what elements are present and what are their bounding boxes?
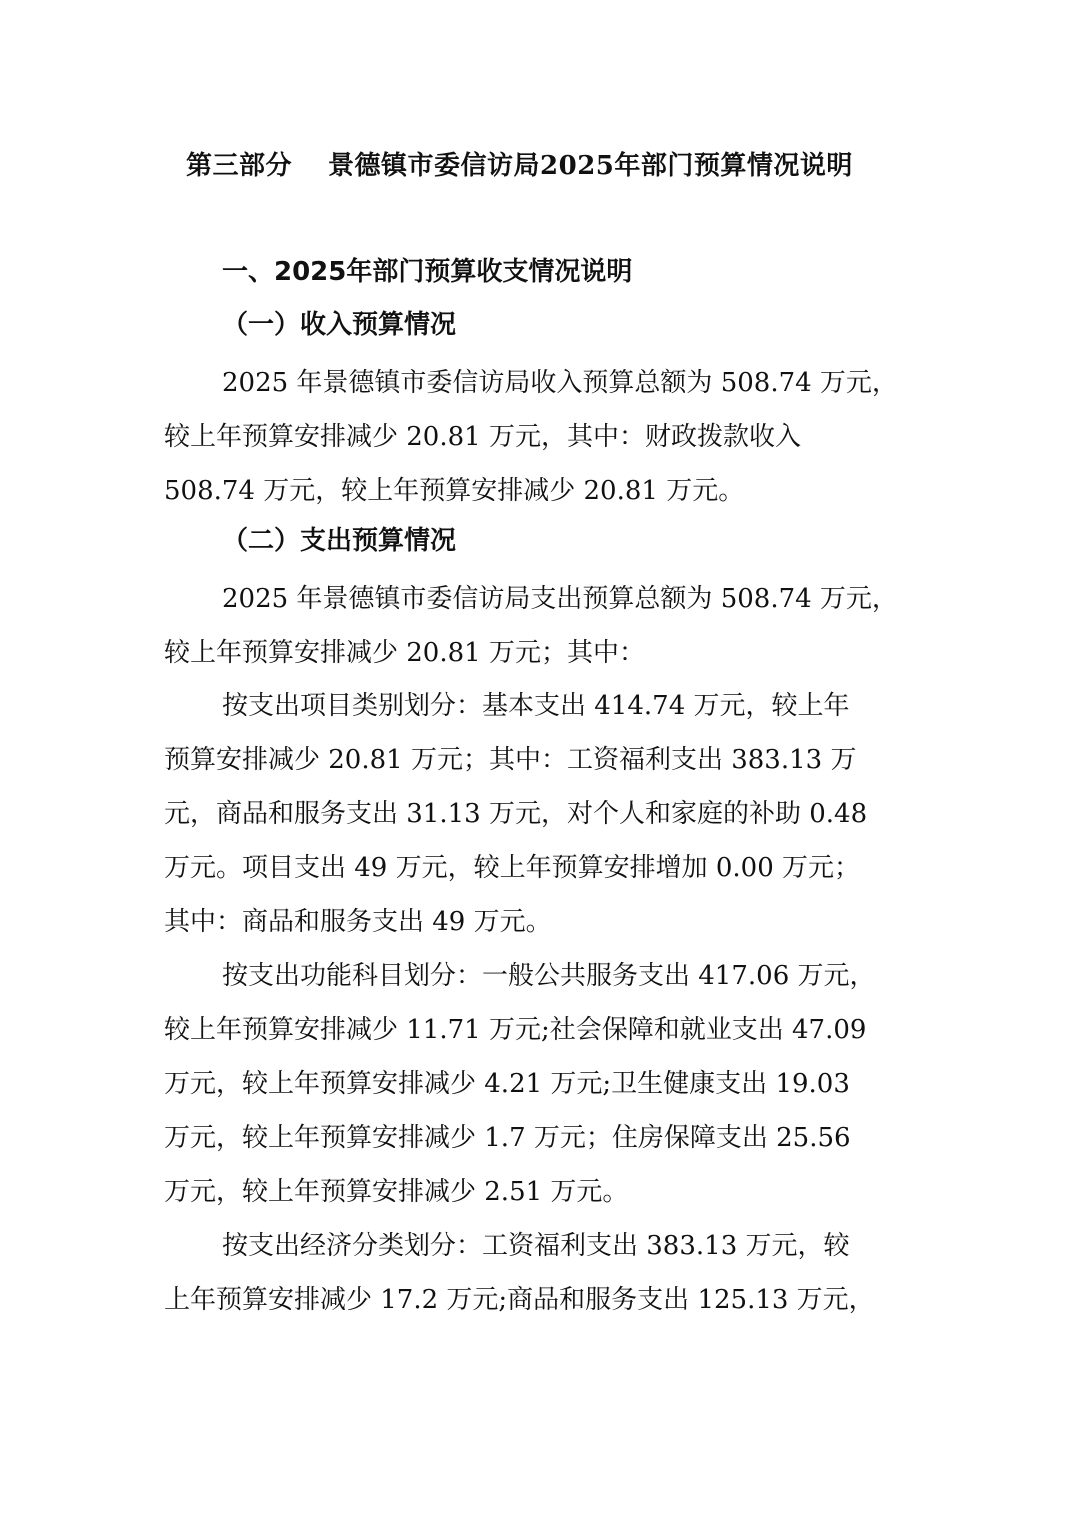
title-part-label: 第三部分 — [186, 151, 293, 181]
paragraph-line: 508.74 万元，较上年预算安排减少 20.81 万元。 — [164, 476, 745, 506]
paragraph-line: 较上年预算安排减少 20.81 万元；其中： — [164, 638, 645, 668]
paragraph-line: 上年预算安排减少 17.2 万元;商品和服务支出 125.13 万元， — [164, 1285, 875, 1315]
paragraph-line: 预算安排减少 20.81 万元；其中：工资福利支出 383.13 万 — [164, 745, 857, 775]
paragraph-line: 较上年预算安排减少 11.71 万元;社会保障和就业支出 47.09 — [164, 1015, 867, 1045]
section-heading-budget: 一、2025年部门预算收支情况说明 — [222, 257, 633, 287]
paragraph-line: 按支出项目类别划分：基本支出 414.74 万元，较上年 — [222, 691, 850, 721]
paragraph-line: 其中：商品和服务支出 49 万元。 — [164, 907, 552, 937]
title-main-text: 景德镇市委信访局2025年部门预算情况说明 — [328, 151, 853, 181]
paragraph-line: 按支出经济分类划分：工资福利支出 383.13 万元，较 — [222, 1231, 850, 1261]
paragraph-line: 万元，较上年预算安排减少 1.7 万元；住房保障支出 25.56 — [164, 1123, 851, 1153]
paragraph-expense — [164, 572, 924, 680]
subheading-expense: （二）支出预算情况 — [222, 526, 457, 556]
paragraph-line: 2025 年景德镇市委信访局支出预算总额为 508.74 万元， — [222, 584, 898, 614]
paragraph-economic-category — [164, 1219, 924, 1327]
paragraph-line: 按支出功能科目划分：一般公共服务支出 417.06 万元， — [222, 961, 876, 991]
paragraph-line: 元，商品和服务支出 31.13 万元，对个人和家庭的补助 0.48 — [164, 799, 868, 829]
paragraph-project-category — [164, 679, 924, 949]
paragraph-line: 万元，较上年预算安排减少 2.51 万元。 — [164, 1177, 629, 1207]
paragraph-line: 2025 年景德镇市委信访局收入预算总额为 508.74 万元， — [222, 368, 898, 398]
document-title — [186, 146, 906, 186]
paragraph-function-category — [164, 949, 924, 1219]
paragraph-line: 较上年预算安排减少 20.81 万元，其中：财政拨款收入 — [164, 422, 801, 452]
paragraph-line: 万元。项目支出 49 万元，较上年预算安排增加 0.00 万元； — [164, 853, 861, 883]
subheading-income: （一）收入预算情况 — [222, 310, 457, 340]
paragraph-income — [164, 356, 924, 518]
paragraph-line: 万元，较上年预算安排减少 4.21 万元;卫生健康支出 19.03 — [164, 1069, 850, 1099]
